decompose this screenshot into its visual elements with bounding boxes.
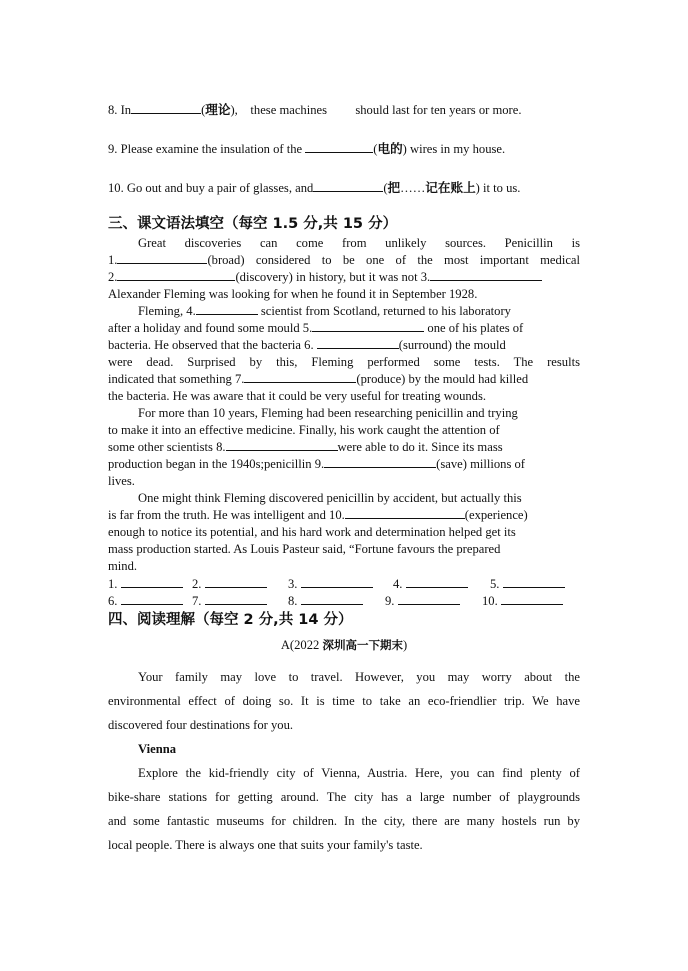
q9-blank[interactable] xyxy=(305,141,373,153)
reading-line: discovered four destinations for you. xyxy=(108,718,294,732)
q10-dots: …… xyxy=(400,181,426,195)
passage-line: production began in the 1940s;penicillin 9. (save) millions of xyxy=(108,457,525,471)
blank-10[interactable] xyxy=(345,507,465,519)
worksheet-page: 8. In (理论), these machines should last for ten years or more. 9. Please examine the insulation of the (电的) wires in my house. 10. Go out and buy a pair of glasses, and (把……记在账上) it to us. 三、课文语法填空（每空 1.5 分,共 15 分） Great discoveries can come from unlikely sources. Penicillin is 1. (broad) considered to be one of the most important medical 2. (discovery) in history, but it was not 3. Alexander Fleming was looking for when he found it in September 1928. Fleming, 4. scientist from Scotland, returned to his laboratory after a holiday and found some mould 5. one of his plates of bacteria. He observed that the bacteria 6. (surround) the mould were dead. Surprised by this, Fleming performed some tests. The results indicated that something 7. (produce) by the mould had killed the bacteria. He was aware that it could be very useful for treating wounds. For more than 10 years, Fleming had been researching penicillin and trying to make it into an effective medicine. Finally, his work caught the attention of some other scientists 8. were able to do it. Since its mass production began in the 1940s;penicillin 9. (save) millions of lives. One might think Fleming discovered penicillin by accident, but actually this is far from the truth. He was intelligent and 10. (experience) enough to notice its potential, and his hard work and determination helped get its mass production started. As Louis Pasteur said, “Fortune favours the prepared mind. 1. 2. 3. 4. 5. 6. 7. 8. 9. 10. 四、阅读理解（每空 2 分,共 14 分） A(2022 深圳高一下期末) Your family may love to travel. However, you may worry about the environmental effect of doing so. It is time to take an eco-friendlier trip. We have discovered four destinations for you. Vienna Explore the kid-friendly city of Vienna, Austria. Here, you can find plenty of bike-share stations for getting around. The city has a large number of playgrounds and some fantastic museums for children. In the city, there are many hostels run by local people. There is always one that suits your family's taste. xyxy=(108,103,580,852)
blank-4[interactable] xyxy=(196,303,258,315)
q10-text-2: it to us. xyxy=(483,181,521,195)
reading-line: local people. There is always one that suits your family's taste. xyxy=(108,838,423,852)
question-9: 9. Please examine the insulation of the (电的) wires in my house. xyxy=(108,142,506,156)
answer-blank-9[interactable] xyxy=(398,593,460,605)
blank-3[interactable] xyxy=(430,269,542,281)
section-4-heading: 四、阅读理解（每空 2 分,共 14 分） xyxy=(108,612,353,628)
q9-hint: 电的 xyxy=(377,142,403,156)
passage-line: Alexander Fleming was looking for when he found it in September 1928. xyxy=(108,287,478,301)
q8-text: 8. In xyxy=(108,103,132,117)
q8-hint: 理论 xyxy=(205,103,231,117)
passage-a-subtitle: A(2022 深圳高一下期末) xyxy=(280,638,408,652)
blank-9[interactable] xyxy=(324,456,436,468)
blank-5[interactable] xyxy=(312,320,424,332)
passage-line: to make it into an effective medicine. Finally, his work caught the attention of xyxy=(108,423,500,437)
passage-line: mind. xyxy=(108,559,138,573)
question-8: 8. In (理论), these machines should last for ten years or more. xyxy=(108,103,522,117)
blank-2[interactable] xyxy=(117,269,235,281)
answer-blank-3[interactable] xyxy=(301,576,373,588)
answer-blank-10[interactable] xyxy=(501,593,563,605)
reading-line: Your family may love to travel. However, you may worry about the xyxy=(138,670,580,684)
passage-line: bacteria. He observed that the bacteria 6. (surround) the mould xyxy=(108,338,506,352)
blank-8[interactable] xyxy=(226,439,338,451)
answer-blank-6[interactable] xyxy=(121,593,183,605)
passage-line: One might think Fleming discovered penicillin by accident, but actually this xyxy=(138,491,522,505)
reading-line: Explore the kid-friendly city of Vienna, Austria. Here, you can find plenty of xyxy=(138,766,580,780)
q10-hint-1: 把 xyxy=(387,181,401,195)
passage-line: Great discoveries can come from unlikely sources. Penicillin is xyxy=(138,236,580,250)
reading-line: and some fantastic museums for children. In the city, there are many hostels run by xyxy=(108,814,580,828)
answer-blank-8[interactable] xyxy=(301,593,363,605)
answer-blank-2[interactable] xyxy=(205,576,267,588)
passage-line: lives. xyxy=(108,474,135,488)
reading-line: bike-share stations for getting around. The city has a large number of playgrounds xyxy=(108,790,580,804)
q9-text: 9. Please examine the insulation of the xyxy=(108,142,303,156)
passage-line: indicated that something 7. (produce) by the mould had killed xyxy=(108,372,529,386)
reading-line: environmental effect of doing so. It is time to take an eco-friendlier trip. We have xyxy=(108,694,580,708)
answer-blank-1[interactable] xyxy=(121,576,183,588)
question-10: 10. Go out and buy a pair of glasses, and (把……记在账上) it to us. xyxy=(108,181,521,195)
blank-6[interactable] xyxy=(317,337,399,349)
passage-line: 2. (discovery) in history, but it was not 3. xyxy=(108,269,580,286)
q10-text: 10. Go out and buy a pair of glasses, and xyxy=(108,181,314,195)
section-3-heading: 三、课文语法填空（每空 1.5 分,共 15 分） xyxy=(108,216,398,232)
passage-line: 1. (broad) considered to be one of the most important medical xyxy=(108,253,580,267)
passage-line: Fleming, 4. scientist from Scotland, returned to his laboratory xyxy=(138,304,511,318)
answer-blank-7[interactable] xyxy=(205,593,267,605)
passage-line: is far from the truth. He was intelligent and 10. (experience) xyxy=(108,508,528,522)
passage-line: mass production started. As Louis Pasteur said, “Fortune favours the prepared xyxy=(108,542,501,556)
vienna-heading: Vienna xyxy=(138,742,177,756)
passage-line: some other scientists 8. were able to do it. Since its mass xyxy=(108,440,503,454)
passage-line: the bacteria. He was aware that it could be very useful for treating wounds. xyxy=(108,389,487,403)
q8-text-3: should last for ten years or more. xyxy=(355,103,522,117)
passage-line: For more than 10 years, Fleming had been researching penicillin and trying xyxy=(138,406,518,420)
passage-line: after a holiday and found some mould 5. one of his plates of xyxy=(108,321,524,335)
q10-blank[interactable] xyxy=(313,180,383,192)
blank-1[interactable] xyxy=(117,252,207,264)
q8-blank[interactable] xyxy=(131,102,201,114)
q10-hint-2: 记在账上 xyxy=(425,181,476,195)
q8-text-2: these machines xyxy=(250,103,328,117)
passage-line: enough to notice its potential, and his hard work and determination helped get its xyxy=(108,525,516,539)
answer-blank-4[interactable] xyxy=(406,576,468,588)
passage-line: were dead. Surprised by this, Fleming performed some tests. The results xyxy=(108,355,580,369)
answer-blank-5[interactable] xyxy=(503,576,565,588)
q9-text-2: wires in my house. xyxy=(410,142,506,156)
blank-7[interactable] xyxy=(244,371,356,383)
